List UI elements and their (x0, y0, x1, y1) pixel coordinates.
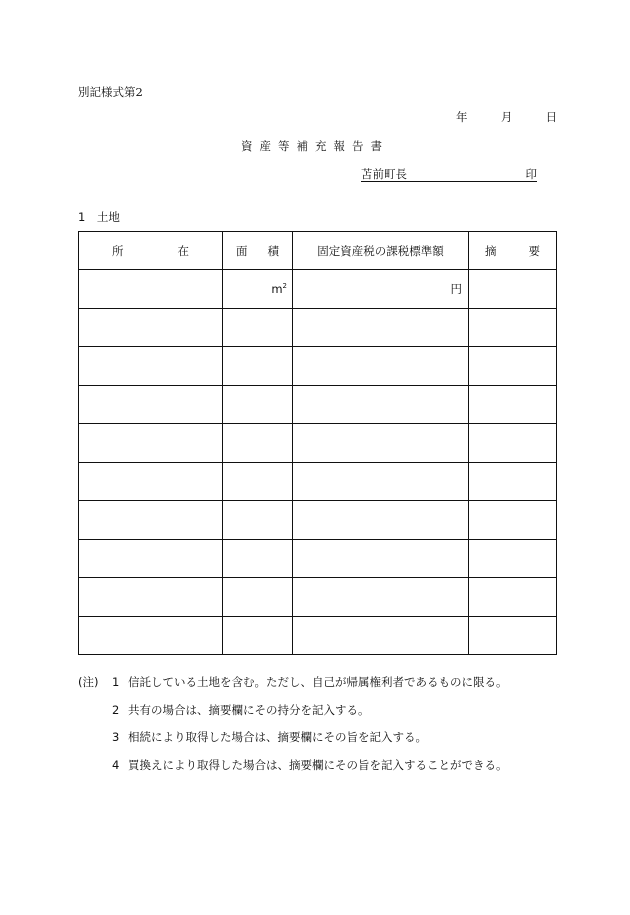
note-mark (78, 697, 112, 725)
note-text: 買換えにより取得した場合は、摘要欄にその旨を記入することができる。 (128, 757, 508, 772)
table-cell[interactable] (223, 462, 293, 501)
table-row (79, 462, 557, 501)
note-item (78, 752, 508, 780)
note-text: 信託している土地を含む。ただし、自己が帰属権利者であるものに限る。 (128, 675, 508, 689)
seal-mark: 印 (525, 167, 537, 181)
table-cell[interactable] (293, 424, 469, 463)
document-title: 資産等補充報告書 (241, 139, 389, 153)
table-row (79, 578, 557, 617)
note-number: 1 (112, 675, 120, 689)
table-cell[interactable] (223, 501, 293, 540)
note-item (78, 697, 508, 725)
table-cell[interactable] (469, 385, 557, 424)
date-year-label: 年 (456, 110, 468, 124)
table-cell[interactable] (293, 616, 469, 655)
table-header-row (79, 232, 557, 270)
header-remarks: 摘 要 (469, 232, 557, 270)
table-cell[interactable] (293, 501, 469, 540)
table-cell[interactable] (223, 424, 293, 463)
table-cell[interactable] (469, 308, 557, 347)
table-cell[interactable] (469, 578, 557, 617)
table-row (79, 308, 557, 347)
table-cell[interactable] (293, 539, 469, 578)
section-title: 1 土地 (78, 210, 120, 224)
header-location: 所 在 (79, 232, 223, 270)
note-number: 3 (112, 730, 120, 744)
date-day-label: 日 (545, 110, 558, 124)
table-row (79, 616, 557, 655)
table-cell[interactable] (469, 462, 557, 501)
table-row (79, 385, 557, 424)
table-cell[interactable] (79, 462, 223, 501)
table-cell[interactable] (79, 539, 223, 578)
table-cell[interactable] (293, 308, 469, 347)
note-number: 4 (112, 757, 120, 772)
note-text: 共有の場合は、摘要欄にその持分を記入する。 (128, 702, 370, 717)
table-cell[interactable] (469, 270, 557, 309)
table-cell[interactable] (79, 270, 223, 309)
table-cell[interactable] (79, 308, 223, 347)
yen-unit-cell[interactable]: 円 (293, 270, 469, 309)
table-cell[interactable] (223, 616, 293, 655)
table-row (79, 539, 557, 578)
addressee-name: 苫前町長 (361, 167, 407, 181)
table-cell[interactable] (469, 347, 557, 386)
table-row (79, 501, 557, 540)
table-cell[interactable] (223, 578, 293, 617)
table-cell[interactable] (223, 385, 293, 424)
table-cell[interactable] (223, 539, 293, 578)
table-cell[interactable] (79, 385, 223, 424)
table-cell[interactable] (223, 308, 293, 347)
note-mark (78, 724, 112, 752)
header-tax-base: 固定資産税の課税標準額 (293, 232, 469, 270)
form-label: 別記様式第2 (78, 85, 143, 99)
table-cell[interactable] (79, 616, 223, 655)
table-cell[interactable] (293, 462, 469, 501)
date-month-label: 月 (500, 110, 513, 124)
table-cell[interactable] (79, 578, 223, 617)
table-cell[interactable] (79, 347, 223, 386)
table-cell[interactable] (469, 501, 557, 540)
area-unit-cell[interactable] (223, 270, 293, 309)
note-mark (78, 752, 112, 780)
table-row (79, 347, 557, 386)
addressee-line (361, 166, 537, 182)
table-cell[interactable] (79, 501, 223, 540)
notes (78, 669, 508, 779)
table-row (79, 424, 557, 463)
note-mark: (注) (78, 675, 99, 689)
table-cell[interactable] (293, 385, 469, 424)
note-text: 相続により取得した場合は、摘要欄にその旨を記入する。 (128, 730, 427, 744)
date-line (456, 109, 557, 125)
table-cell[interactable] (223, 347, 293, 386)
table-row (79, 270, 557, 309)
table-cell[interactable] (469, 424, 557, 463)
table-cell[interactable] (469, 539, 557, 578)
header-area: 面 積 (223, 232, 293, 270)
area-unit: $m^2$ (271, 281, 287, 296)
table-cell[interactable] (469, 616, 557, 655)
table-cell[interactable] (293, 347, 469, 386)
land-table (78, 231, 557, 655)
note-item (78, 669, 508, 697)
note-number: 2 (112, 702, 120, 717)
table-cell[interactable] (79, 424, 223, 463)
note-item (78, 724, 508, 752)
table-cell[interactable] (293, 578, 469, 617)
